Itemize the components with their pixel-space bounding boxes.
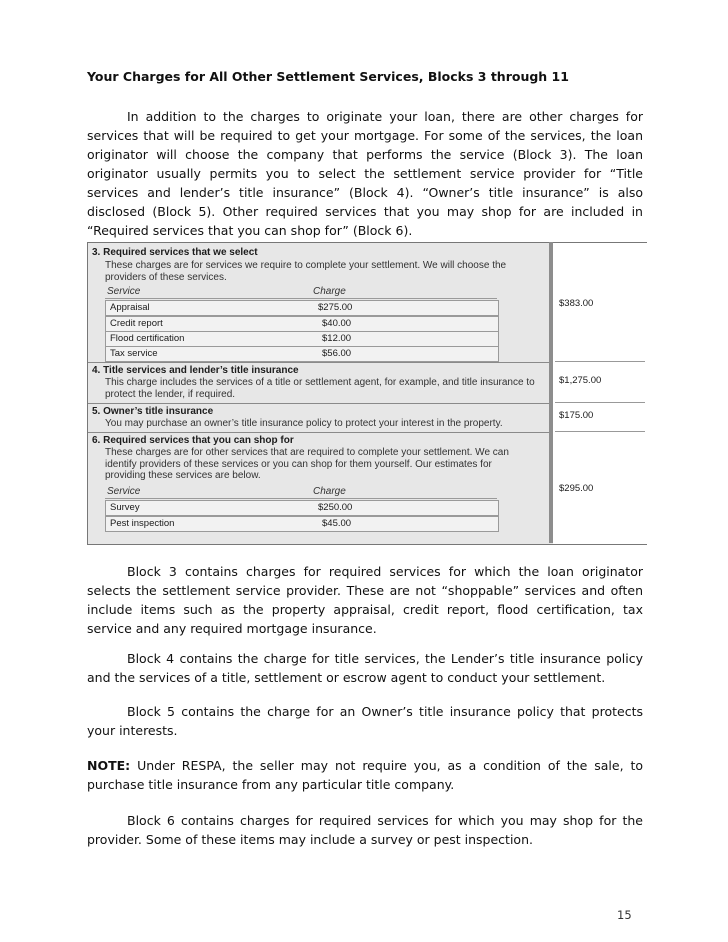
note-label: NOTE:: [87, 758, 131, 773]
block4-title: 4. Title services and lender’s title insurance: [92, 365, 299, 376]
block3-description: These charges are for services we require to complete your settlement. We will choose the providers of these services.: [105, 260, 507, 283]
block-separator: [88, 403, 553, 404]
service-charge: $56.00: [322, 348, 352, 359]
service-charge: $45.00: [322, 518, 352, 529]
block3-total: $383.00: [559, 298, 594, 309]
block4-paragraph: Block 4 contains the charge for title services, the Lender’s title insurance policy and the services of a title, settlement or escrow agent to conduct your settlement.: [87, 651, 643, 685]
block6-title: 6. Required services that you can shop for: [92, 435, 294, 446]
block6-header-rule: [105, 498, 497, 499]
block3-title: 3. Required services that we select: [92, 247, 258, 258]
block3-row: [105, 300, 499, 316]
block3-header-rule: [105, 298, 497, 299]
block6-row: [105, 500, 499, 516]
block6-total: $295.00: [559, 483, 594, 494]
note-paragraph: [87, 756, 643, 794]
block6-service-header: Service: [107, 486, 141, 497]
block5-title: 5. Owner’s title insurance: [92, 406, 214, 417]
block-separator: [88, 362, 553, 363]
gfe-form-excerpt: [87, 242, 553, 545]
block3-row: [105, 316, 499, 332]
total-separator: [555, 431, 645, 432]
total-separator: [555, 361, 645, 362]
block3-charge-header: Charge: [313, 286, 346, 297]
block5-description: You may purchase an owner’s title insurance policy to protect your interest in the property.: [105, 418, 503, 429]
page-number: 15: [617, 908, 632, 922]
block4-total: $1,275.00: [559, 375, 602, 386]
block6-description: These charges are for other services that are required to complete your settlement. We can identify providers of these services or you can shop for them yourself. Our estimates for providing these services are below.: [105, 447, 509, 481]
service-name: Survey: [110, 502, 140, 513]
service-name: Appraisal: [110, 302, 150, 313]
service-name: Credit report: [110, 318, 163, 329]
block3-service-header: Service: [107, 286, 141, 297]
block-separator: [88, 432, 553, 433]
block-totals-column: [553, 242, 647, 545]
service-charge: $250.00: [318, 502, 353, 513]
service-name: Flood certification: [110, 333, 185, 344]
intro-paragraph: In addition to the charges to originate your loan, there are other charges for services that will be required to get your mortgage. For some of the services, the loan originator will choose the company that performs the service (Block 3). The loan originator usually permits you to select the settlement service provider for “Title services and lender’s title insurance” (Block 4). “Owner’s title insurance” is also disclosed (Block 5). Other required services that you may shop for are included in “Required services that you can shop for” (Block 6).: [87, 109, 643, 238]
service-charge: $12.00: [322, 333, 352, 344]
block6-paragraph: Block 6 contains charges for required services for which you may shop for the provider. Some of these items may include a survey or pest inspection.: [87, 813, 643, 847]
block6-charge-header: Charge: [313, 486, 346, 497]
block4-description: This charge includes the services of a title or settlement agent, for example, and title insurance to protect the lender, if required.: [105, 377, 535, 400]
block3-paragraph: Block 3 contains charges for required services for which the loan originator selects the settlement service provider. These are not “shoppable” services and often include items such as the property appraisal, credit report, flood certification, tax service and any required mortgage insurance.: [87, 564, 643, 636]
block5-paragraph: Block 5 contains the charge for an Owner’s title insurance policy that protects your interests.: [87, 704, 643, 738]
note-text: Under RESPA, the seller may not require you, as a condition of the sale, to purchase title insurance from any particular title company.: [87, 758, 643, 792]
block6-row: [105, 516, 499, 532]
section-heading: Your Charges for All Other Settlement Services, Blocks 3 through 11: [87, 69, 569, 84]
total-separator: [555, 402, 645, 403]
service-charge: $275.00: [318, 302, 353, 313]
service-name: Pest inspection: [110, 518, 175, 529]
service-name: Tax service: [110, 348, 158, 359]
block5-total: $175.00: [559, 410, 594, 421]
service-charge: $40.00: [322, 318, 352, 329]
block3-row: [105, 346, 499, 362]
block3-row: [105, 331, 499, 347]
